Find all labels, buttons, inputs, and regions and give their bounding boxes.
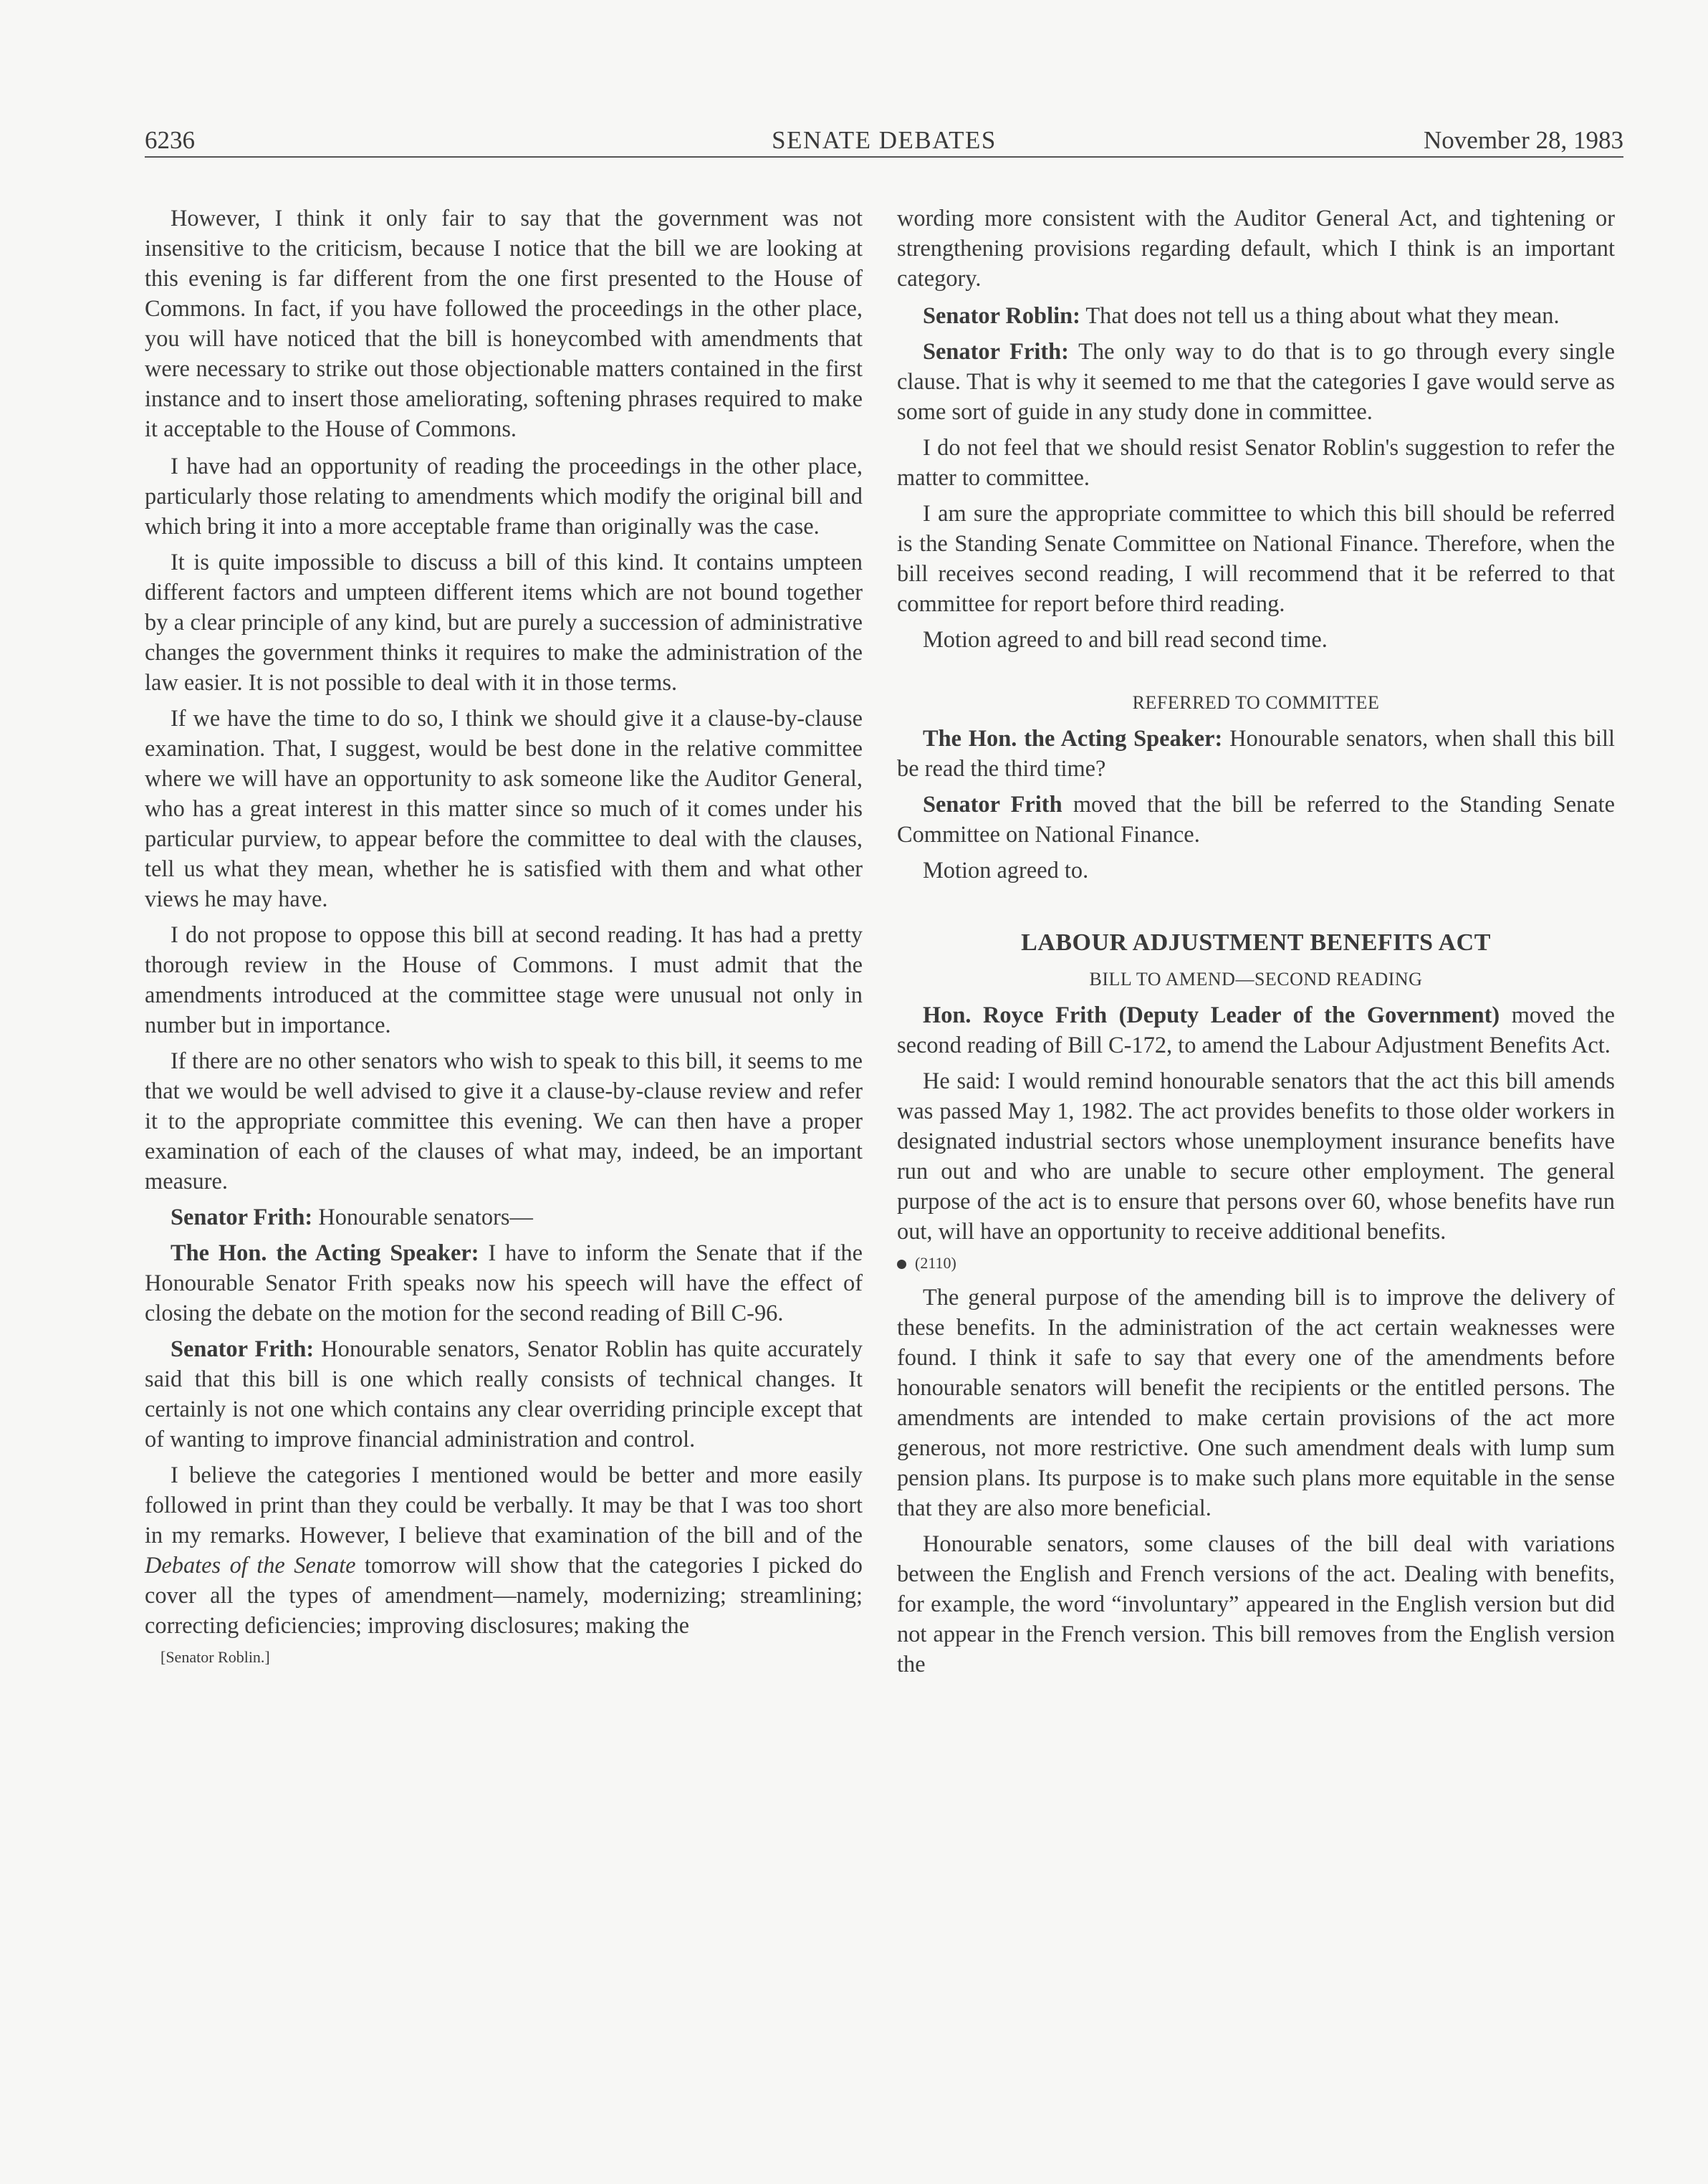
speaker-name: Hon. Royce Frith (Deputy Leader of the Government) bbox=[923, 1002, 1500, 1028]
time-mark-text: (2110) bbox=[915, 1254, 956, 1272]
speaker-name: The Hon. the Acting Speaker: bbox=[171, 1240, 479, 1266]
speech-paragraph bbox=[145, 1334, 863, 1455]
paragraph: Honourable senators, some clauses of the bill deal with variations between the English and French versions of the act. Dealing with benefits, for example, the word “involuntary” appeared in the English version but did not appear in the French version. This bill removes from the English version the bbox=[897, 1531, 1615, 1677]
right-column bbox=[897, 203, 1615, 1685]
speech-text: moved that the bill be referred to the Standing Senate Committee on National Finance. bbox=[897, 792, 1615, 848]
publication-title: SENATE DEBATES bbox=[772, 126, 997, 154]
paragraph: I am sure the appropriate committee to which this bill should be referred is the Standing Senate Committee on National Finance. Therefore, when the bill receives second reading, I will recommend that it be referred to that committee for report before third reading. bbox=[897, 501, 1615, 617]
speaker-name: Senator Roblin: bbox=[923, 303, 1080, 329]
speech-text: That does not tell us a thing about what they mean. bbox=[1080, 303, 1560, 329]
paragraph: If we have the time to do so, I think we should give it a clause-by-clause examination. That, I suggest, would be best done in the relative committee where we will have an opportunity to ask someone like the Auditor General, who has a great interest in this matter since so much of it comes under his particular purview, to appear before the committee to deal with the clauses, tell us what they mean, whether he is satisfied with them and what other views he may have. bbox=[145, 706, 863, 912]
paragraph-text: tomorrow will show that the categories I picked do cover all the types of amendment—namely, modernizing; streamlining; correcting deficiencies; improving disclosures; making the bbox=[145, 1553, 863, 1639]
speech-text: moved the second reading of Bill C-172, to amend the Labour Adjustment Benefits Act. bbox=[897, 1002, 1615, 1058]
paragraph-text: I believe the categories I mentioned would be better and more easily followed in print than they could be verbally. It may be that I was too short in my remarks. However, I believe that examination of the bill and of the bbox=[145, 1462, 863, 1548]
italic-title: Debates of the Senate bbox=[145, 1553, 356, 1579]
speech-paragraph bbox=[897, 1000, 1615, 1060]
speaker-name: Senator Frith: bbox=[923, 339, 1069, 365]
speech-text: The only way to do that is to go through every single clause. That is why it seemed to me that the categories I gave would serve as some sort of guide in any study done in committee. bbox=[897, 339, 1615, 425]
speech-paragraph bbox=[145, 1238, 863, 1328]
speech-paragraph bbox=[897, 337, 1615, 427]
speech-text: Honourable senators, Senator Roblin has quite accurately said that this bill is one which really consists of technical changes. It certainly is not one which contains any clear overriding principle except that of wanting to improve financial administration and control. bbox=[145, 1336, 863, 1452]
paragraph: If there are no other senators who wish to speak to this bill, it seems to me that we would be well advised to give it a clause-by-clause review and refer it to the appropriate committee this evening. We can then have a proper examination of each of the clauses of what may, indeed, be an important measure. bbox=[145, 1048, 863, 1194]
speech-paragraph bbox=[897, 301, 1615, 331]
paragraph: The general purpose of the amending bill is to improve the delivery of these benefits. In the administration of the act certain weaknesses were found. I think it safe to say that every one of the amendments before honourable senators will benefit the recipients or the entitled persons. The amendments are intended to make certain provisions of the act more generous, not more restrictive. One such amendment deals with lump sum pension plans. Its purpose is to make such plans more equitable in the sense that they are also more beneficial. bbox=[897, 1285, 1615, 1521]
subheading: BILL TO AMEND—SECOND READING bbox=[1089, 969, 1423, 990]
paragraph: Motion agreed to and bill read second time. bbox=[923, 627, 1328, 653]
speaker-name: Senator Frith bbox=[923, 792, 1062, 818]
section-title: LABOUR ADJUSTMENT BENEFITS ACT bbox=[1021, 929, 1491, 956]
issue-date: November 28, 1983 bbox=[1424, 126, 1623, 154]
time-marker bbox=[897, 1253, 1615, 1274]
paragraph: He said: I would remind honourable senators that the act this bill amends was passed May 1, 1982. The act provides benefits to those older workers in designated industrial sectors whose unemployment insurance benefits have run out and who are unable to secure other employment. The general purpose of the act is to ensure that persons over 60, whose benefits have run out, will have an opportunity to receive additional benefits. bbox=[897, 1068, 1615, 1245]
running-header bbox=[145, 122, 1623, 158]
speaker-name: Senator Frith: bbox=[171, 1336, 315, 1362]
paragraph: wording more consistent with the Auditor General Act, and tightening or strengthening provisions regarding default, which I think is an important category. bbox=[897, 206, 1615, 292]
speech-paragraph bbox=[897, 790, 1615, 850]
speech-text: I have to inform the Senate that if the Honourable Senator Frith speaks now his speech will have the effect of closing the debate on the motion for the second reading of Bill C-96. bbox=[145, 1240, 863, 1326]
paragraph: I do not feel that we should resist Senator Roblin's suggestion to refer the matter to committee. bbox=[897, 435, 1615, 491]
paragraph: Motion agreed to. bbox=[923, 858, 1089, 883]
speech-paragraph bbox=[145, 1202, 863, 1232]
speech-text: Honourable senators— bbox=[312, 1204, 533, 1230]
paragraph: I have had an opportunity of reading the proceedings in the other place, particularly those relating to amendments which modify the original bill and which bring it into a more acceptable frame than originally was the case. bbox=[145, 454, 863, 540]
left-column bbox=[145, 203, 863, 1668]
page-number: 6236 bbox=[145, 126, 195, 154]
paragraph: It is quite impossible to discuss a bill of this kind. It contains umpteen different factors and umpteen different items which are not bound together by a clear principle of any kind, but are purely a succession of administrative changes the government thinks it requires to make the administration of the law easier. It is not possible to deal with it in those terms. bbox=[145, 550, 863, 696]
footnote: [Senator Roblin.] bbox=[160, 1648, 270, 1666]
paragraph: I do not propose to oppose this bill at second reading. It has had a pretty thorough review in the House of Commons. I must admit that the amendments introduced at the committee stage were unusual not only in number but in importance. bbox=[145, 922, 863, 1038]
paragraph: However, I think it only fair to say that the government was not insensitive to the criticism, because I notice that the bill we are looking at this evening is far different from the one first presented to the House of Commons. In fact, if you have followed the proceedings in the other place, you will have noticed that the bill is honeycombed with amendments that were necessary to strike out those objectionable matters contained in the first instance and to insert those ameliorating, softening phrases required to make it acceptable to the House of Commons. bbox=[145, 206, 863, 442]
speaker-name: The Hon. the Acting Speaker: bbox=[923, 726, 1223, 752]
speaker-name: Senator Frith: bbox=[171, 1204, 313, 1230]
speech-text: Honourable senators, when shall this bill be read the third time? bbox=[897, 726, 1615, 782]
paragraph bbox=[145, 1460, 863, 1641]
speech-paragraph bbox=[897, 724, 1615, 784]
subheading: REFERRED TO COMMITTEE bbox=[1132, 692, 1380, 713]
bullet-dot-icon bbox=[897, 1260, 906, 1269]
